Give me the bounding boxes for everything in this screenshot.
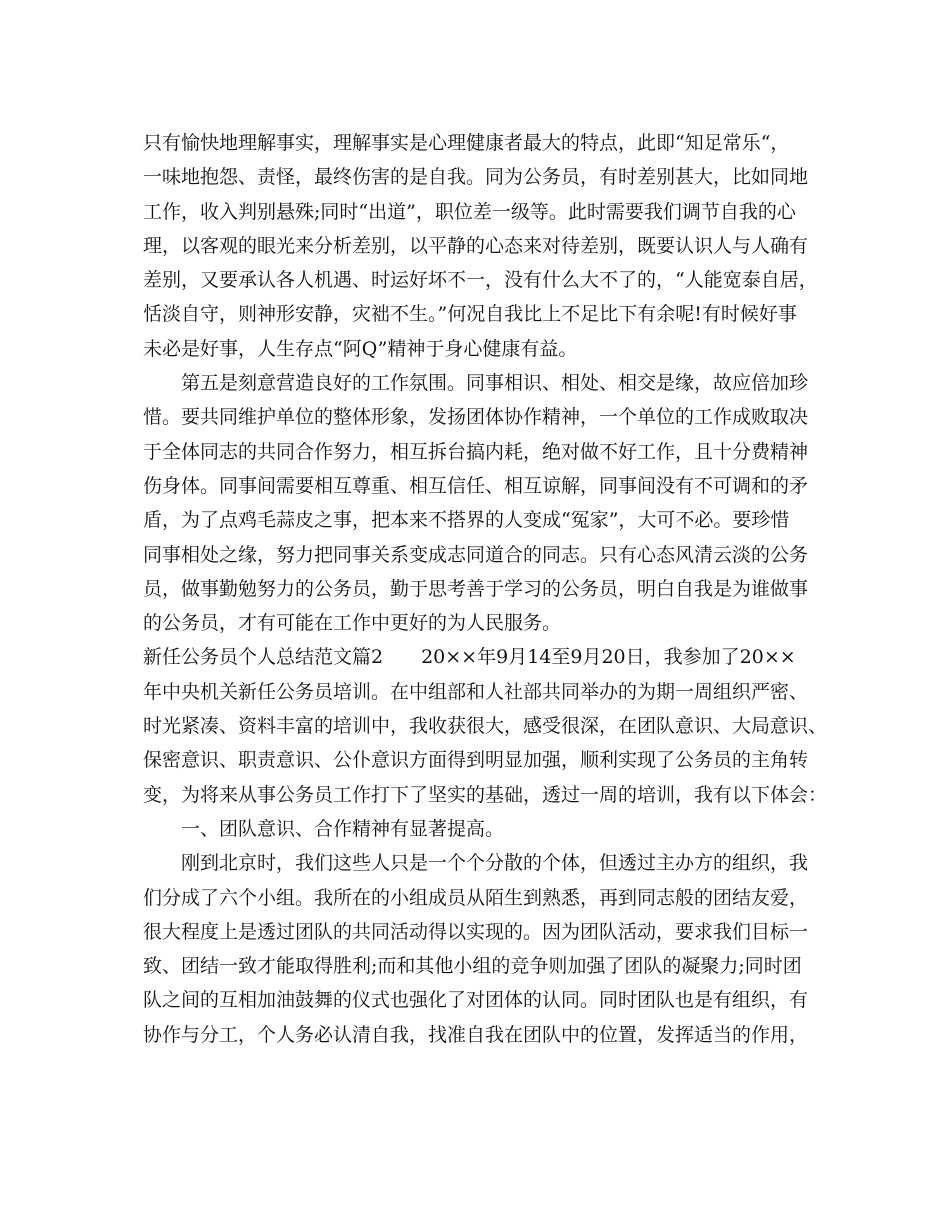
text-line: 时光紧凑、资料丰富的培训中，我收获很大，感受很深，在团队意识、大局意识、 <box>143 715 828 738</box>
text-line: 伤身体。同事间需要相互尊重、相互信任、相互谅解，同事间没有不可调和的矛 <box>143 474 809 497</box>
text-line: 保密意识、职责意识、公仆意识方面得到明显加强，顺利实现了公务员的主角转 <box>143 749 809 772</box>
text-line: 同事相处之缘，努力把同事关系变成志同道合的同志。只有心态风清云淡的公务 <box>143 543 809 566</box>
text-line: 理，以客观的眼光来分析差别，以平静的心态来对待差别，既要认识人与人确有 <box>143 234 809 257</box>
text-line: 只有愉快地理解事实，理解事实是心理健康者最大的特点，此即“知足常乐“， <box>143 132 790 154</box>
text-line: 的公务员，才有可能在工作中更好的为人民服务。 <box>143 612 562 635</box>
text-line: 第五是刻意营造良好的工作氛围。同事相识、相处、相交是缘，故应倍加珍 <box>181 372 809 395</box>
text-line: 恬淡自守，则神形安静，灾袦不生。”何况自我比上不足比下有余呢!有时候好事 <box>143 303 797 326</box>
text-line: 新任公务员个人总结范文篇2 20××年9月14至9月20日，我参加了20×× <box>143 646 796 669</box>
text-line: 协作与分工，个人务必认清自我，找准自我在团队中的位置，发挥适当的作用， <box>143 1023 809 1046</box>
text-line: 员，做事勤勉努力的公务员，勤于思考善于学习的公务员，明白自我是为谁做事 <box>143 577 809 600</box>
text-line: 未必是好事，人生存点“阿Q”精神于身心健康有益。 <box>143 337 578 360</box>
text-line: 很大程度上是透过团队的共同活动得以实现的。因为团队活动，要求我们目标一 <box>143 920 809 943</box>
text-line: 年中央机关新任公务员培训。在中组部和人社部共同举办的为期一周组织严密、 <box>143 680 809 703</box>
text-line: 致、团结一致才能取得胜利;而和其他小组的竞争则加强了团队的凝聚力;同时团 <box>143 955 802 978</box>
text-line: 惜。要共同维护单位的整体形象，发扬团体协作精神，一个单位的工作成败取决 <box>143 406 809 429</box>
text-line: 盾，为了点鸡毛蒜皮之事，把本来不搭界的人变成“冤家”，大可不必。要珍惜 <box>143 509 790 532</box>
text-line: 工作，收入判别悬殊;同时“出道”，职位差一级等。此时需要我们调节自我的心 <box>143 200 796 223</box>
text-line: 差别，又要承认各人机遇、时运好坏不一，没有什么大不了的，“人能宽泰自居， <box>143 269 818 292</box>
text-line: 们分成了六个小组。我所在的小组成员从陌生到熟悉，再到同志般的团结友爱， <box>143 886 809 909</box>
text-line: 于全体同志的共同合作努力，相互拆台搞内耗，绝对做不好工作，且十分费精神 <box>143 440 809 463</box>
text-line: 一味地抱怨、责怪，最终伤害的是自我。同为公务员，有时差别甚大，比如同地 <box>143 166 809 189</box>
document-body <box>143 126 828 1052</box>
text-line: 一、团队意识、合作精神有显著提高。 <box>181 817 505 840</box>
text-line: 刚到北京时，我们这些人只是一个个分散的个体，但透过主办方的组织，我 <box>181 852 809 875</box>
text-line: 队之间的互相加油鼓舞的仪式也强化了对团体的认同。同时团队也是有组织，有 <box>143 989 809 1012</box>
text-line: 变，为将来从事公务员工作打下了坚实的基础，透过一周的培训，我有以下体会： <box>143 783 828 806</box>
